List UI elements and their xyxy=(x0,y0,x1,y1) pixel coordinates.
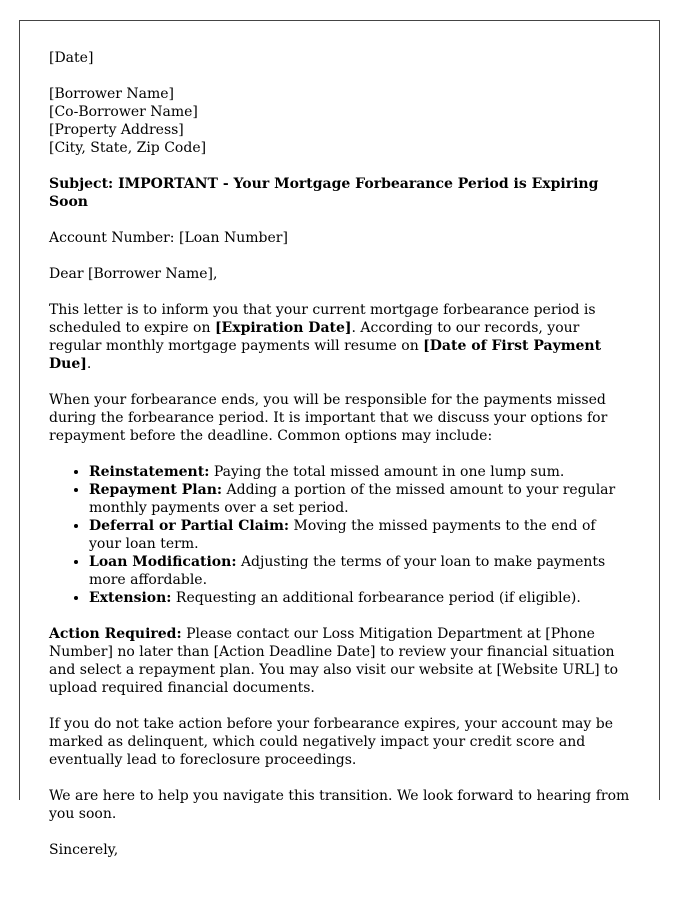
warning-paragraph: If you do not take action before your forbearance expires, your account may be marked as delinquent, which could negatively impact your credit score and eventually lead to foreclosure proceedings. xyxy=(49,716,613,768)
option-title: Repayment Plan: xyxy=(89,482,223,498)
option-text: Moving the missed payments to the end of your loan term. xyxy=(89,518,596,552)
repayment-options-list xyxy=(49,463,630,607)
closing: Sincerely, xyxy=(49,842,119,858)
city-state-zip: [City, State, Zip Code] xyxy=(49,140,207,156)
letter-page xyxy=(19,20,660,858)
action-required-text: Please contact our Loss Mitigation Department at [Phone Number] no later than [Action Deadline Date] to review your financial situation and select a repayment plan. You may also visit our website at [Website URL] to upload required financial documents. xyxy=(49,626,619,696)
option-text: Adjusting the terms of your loan to make payments more affordable. xyxy=(89,554,606,588)
account-number-line: Account Number: [Loan Number] xyxy=(49,230,288,246)
subject-line xyxy=(49,175,630,211)
borrower-name: [Borrower Name] xyxy=(49,86,175,102)
salutation: Dear [Borrower Name], xyxy=(49,266,218,282)
action-required-label: Action Required: xyxy=(49,626,182,642)
list-item xyxy=(89,517,630,553)
intro-text-a: This letter is to inform you that your current mortgage forbearance period is scheduled to expire on xyxy=(49,302,596,336)
first-payment-date: [Date of First Payment Due] xyxy=(49,338,602,372)
letter-date: [Date] xyxy=(49,50,94,66)
option-text: Adding a portion of the missed amount to your regular monthly payments over a set period. xyxy=(89,482,616,516)
expiration-date: [Expiration Date] xyxy=(214,320,352,336)
intro-text-e: . xyxy=(86,356,92,372)
help-paragraph: We are here to help you navigate this transition. We look forward to hearing from you soon. xyxy=(49,788,630,822)
recipient-address-block xyxy=(49,85,630,157)
intro-paragraph xyxy=(49,301,630,373)
option-title: Reinstatement: xyxy=(89,464,210,480)
property-address: [Property Address] xyxy=(49,122,184,138)
list-item xyxy=(89,553,630,589)
list-item xyxy=(89,463,630,481)
option-title: Extension: xyxy=(89,590,172,606)
action-required-paragraph xyxy=(49,625,630,697)
subject-text: Subject: IMPORTANT - Your Mortgage Forbearance Period is Expiring Soon xyxy=(49,176,599,210)
option-title: Loan Modification: xyxy=(89,554,237,570)
intro-text-c: . According to our records, your regular monthly mortgage payments will resume on xyxy=(49,320,580,354)
option-title: Deferral or Partial Claim: xyxy=(89,518,290,534)
options-intro-paragraph: When your forbearance ends, you will be responsible for the payments missed during the forbearance period. It is important that we discuss your options for repayment before the deadline. Common options may include: xyxy=(49,392,608,444)
option-text: Requesting an additional forbearance period (if eligible). xyxy=(171,590,581,606)
option-text: Paying the total missed amount in one lump sum. xyxy=(209,464,565,480)
co-borrower-name: [Co-Borrower Name] xyxy=(49,104,198,120)
list-item xyxy=(89,481,630,517)
list-item xyxy=(89,589,630,607)
